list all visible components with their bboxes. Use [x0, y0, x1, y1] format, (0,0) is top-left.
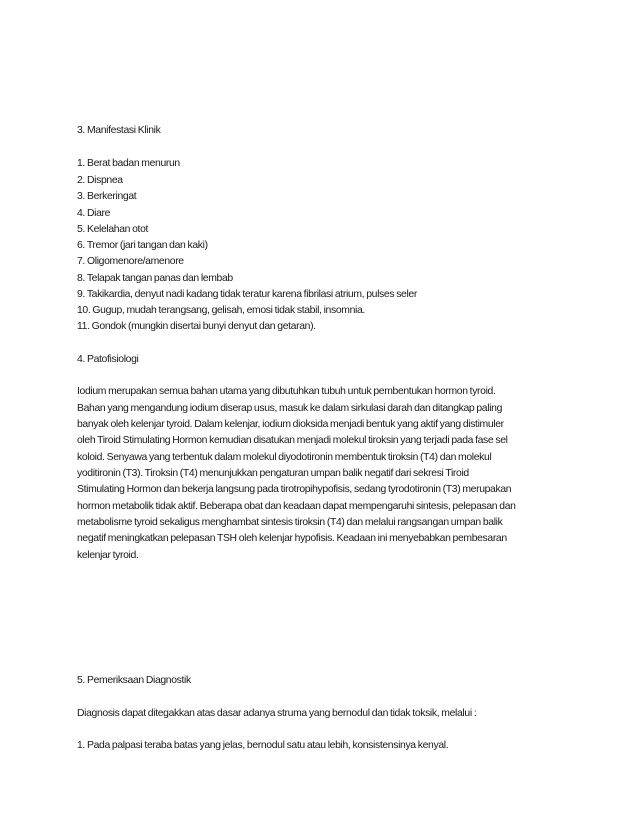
paragraph-line: Stimulating Hormon dan bekerja langsung pada tirotropihypofisis, sedang tyrodotironin (T3) merupakan [77, 484, 512, 495]
list-item: 6. Tremor (jari tangan dan kaki) [77, 240, 208, 251]
list-item: 9. Takikardia, denyut nadi kadang tidak teratur karena fibrilasi atrium, pulses seler [77, 289, 417, 300]
list-item: 8. Telapak tangan panas dan lembab [77, 273, 233, 284]
section-intro: Diagnosis dapat ditegakkan atas dasar adanya struma yang bernodul dan tidak toksik, melalui : [77, 708, 477, 719]
paragraph-line: Iodium merupakan semua bahan utama yang dibutuhkan tubuh untuk pembentukan hormon tyroid. [77, 386, 496, 397]
list-item: 4. Diare [77, 208, 111, 219]
list-item: 1. Pada palpasi teraba batas yang jelas, bernodul satu atau lebih, konsistensinya kenyal. [77, 740, 449, 751]
section-heading-manifestasi: 3. Manifestasi Klinik [77, 125, 161, 136]
paragraph-line: koloid. Senyawa yang terbentuk dalam molekul diyodotironin membentuk tiroksin (T4) dan molekul [77, 452, 492, 463]
paragraph-line: oleh Tiroid Stimulating Hormon kemudian disatukan menjadi molekul tiroksin yang terjadi pada fase sel [77, 435, 508, 446]
paragraph-line: metabolisme tyroid sekaligus menghambat sintesis tiroksin (T4) dan melalui rangsangan umpan balik [77, 517, 503, 528]
paragraph-line: Bahan yang mengandung iodium diserap usus, masuk ke dalam sirkulasi darah dan ditangkap paling [77, 403, 503, 414]
list-item: 7. Oligomenore/amenore [77, 256, 184, 267]
list-item: 1. Berat badan menurun [77, 158, 180, 169]
paragraph-line: negatif meningkatkan pelepasan TSH oleh kelenjar hypofisis. Keadaan ini menyebabkan pembesaran [77, 533, 507, 544]
paragraph-line: hormon metabolik tidak aktif. Beberapa obat dan keadaan dapat mempengaruhi sintesis, pelepasan dan [77, 501, 516, 512]
list-item: 10. Gugup, mudah terangsang, gelisah, emosi tidak stabil, insomnia. [77, 305, 365, 316]
section-heading-pemeriksaan: 5. Pemeriksaan Diagnostik [77, 675, 191, 686]
paragraph-line: kelenjar tyroid. [77, 550, 139, 561]
paragraph-line: yoditironin (T3). Tiroksin (T4) menunjukkan pengaturan umpan balik negatif dari sekresi Tiroid [77, 468, 469, 479]
section-heading-patofisiologi: 4. Patofisiologi [77, 354, 139, 365]
paragraph-line: banyak oleh kelenjar tyroid. Dalam kelenjar, iodium dioksida menjadi bentuk yang aktif yang distimuler [77, 419, 504, 430]
list-item: 5. Kelelahan otot [77, 224, 149, 235]
list-item: 11. Gondok (mungkin disertai bunyi denyut dan getaran). [77, 321, 316, 332]
list-item: 2. Dispnea [77, 175, 123, 186]
list-item: 3. Berkeringat [77, 191, 137, 202]
